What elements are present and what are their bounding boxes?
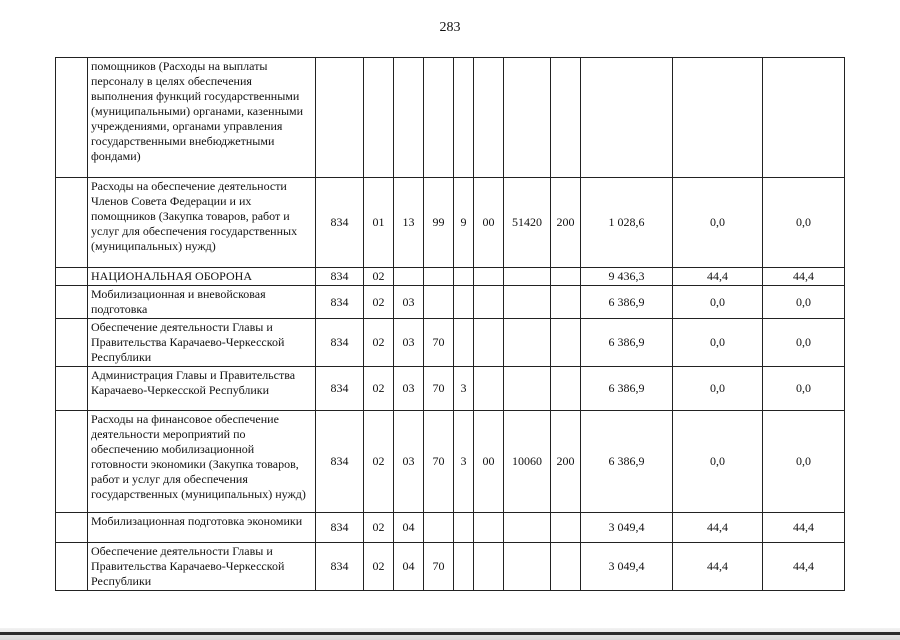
cell-grbs: 834: [316, 367, 364, 411]
row-marker-cell: [56, 178, 88, 268]
row-marker-cell: [56, 367, 88, 411]
cell-csr4: [504, 58, 551, 178]
cell-rz: 02: [364, 411, 394, 513]
cell-csr4: [504, 513, 551, 543]
cell-pr: [394, 268, 424, 286]
cell-csr1: [424, 513, 454, 543]
cell-rz: 01: [364, 178, 394, 268]
cell-csr3: [474, 513, 504, 543]
cell-vr: [551, 319, 581, 367]
cell-sum2: 44,4: [673, 543, 763, 591]
row-marker-cell: [56, 543, 88, 591]
cell-csr3: [474, 543, 504, 591]
cell-pr: 03: [394, 367, 424, 411]
cell-csr4: [504, 319, 551, 367]
cell-csr1: 99: [424, 178, 454, 268]
cell-grbs: 834: [316, 411, 364, 513]
cell-sum3: 44,4: [763, 543, 845, 591]
cell-pr: 03: [394, 411, 424, 513]
cell-rz: 02: [364, 286, 394, 319]
cell-csr3: [474, 367, 504, 411]
cell-grbs: 834: [316, 513, 364, 543]
cell-rz: [364, 58, 394, 178]
row-name: НАЦИОНАЛЬНАЯ ОБОРОНА: [88, 268, 316, 286]
cell-csr3: 00: [474, 411, 504, 513]
table-row: [56, 513, 845, 543]
row-marker-cell: [56, 319, 88, 367]
table-body: [56, 58, 845, 591]
row-name: Мобилизационная и вневойсковая подготовка: [88, 286, 316, 319]
cell-sum3: [763, 58, 845, 178]
cell-vr: [551, 543, 581, 591]
cell-vr: 200: [551, 411, 581, 513]
cell-csr2: 3: [454, 411, 474, 513]
row-name: Мобилизационная подготовка экономики: [88, 513, 316, 543]
cell-csr4: 51420: [504, 178, 551, 268]
cell-csr4: [504, 543, 551, 591]
cell-sum1: 3 049,4: [581, 543, 673, 591]
cell-rz: 02: [364, 513, 394, 543]
cell-csr2: [454, 319, 474, 367]
table-row: [56, 543, 845, 591]
cell-pr: 04: [394, 543, 424, 591]
cell-csr3: [474, 286, 504, 319]
table-row: [56, 178, 845, 268]
cell-pr: 03: [394, 319, 424, 367]
table-row: [56, 268, 845, 286]
cell-csr2: [454, 543, 474, 591]
cell-sum1: 6 386,9: [581, 286, 673, 319]
row-name: Расходы на финансовое обеспечение деятельности мероприятий по обеспечению мобилизационной готовности экономики (Закупка товаров, работ и услуг для обеспечения государственных (муниципальных) нужд): [88, 411, 316, 513]
row-marker-cell: [56, 268, 88, 286]
cell-csr1: [424, 286, 454, 319]
cell-sum1: [581, 58, 673, 178]
row-marker-cell: [56, 58, 88, 178]
cell-pr: [394, 58, 424, 178]
cell-pr: 04: [394, 513, 424, 543]
cell-sum2: 44,4: [673, 513, 763, 543]
table-row: [56, 286, 845, 319]
table-row: [56, 58, 845, 178]
table-row: [56, 319, 845, 367]
cell-grbs: 834: [316, 286, 364, 319]
cell-grbs: 834: [316, 178, 364, 268]
cell-pr: 13: [394, 178, 424, 268]
cell-sum3: 44,4: [763, 268, 845, 286]
budget-table: [55, 57, 845, 591]
cell-sum2: [673, 58, 763, 178]
row-marker-cell: [56, 513, 88, 543]
cell-sum1: 3 049,4: [581, 513, 673, 543]
cell-csr1: 70: [424, 543, 454, 591]
cell-csr3: 00: [474, 178, 504, 268]
cell-csr1: [424, 58, 454, 178]
row-name: Расходы на обеспечение деятельности Членов Совета Федерации и их помощников (Закупка товаров, работ и услуг для обеспечения государственных (муниципальных) нужд): [88, 178, 316, 268]
cell-grbs: 834: [316, 319, 364, 367]
cell-vr: [551, 58, 581, 178]
cell-vr: [551, 513, 581, 543]
cell-vr: [551, 268, 581, 286]
cell-sum3: 44,4: [763, 513, 845, 543]
cell-sum3: 0,0: [763, 178, 845, 268]
cell-csr2: 3: [454, 367, 474, 411]
cell-csr2: 9: [454, 178, 474, 268]
table-row: [56, 411, 845, 513]
cell-sum1: 6 386,9: [581, 367, 673, 411]
cell-csr4: 10060: [504, 411, 551, 513]
cell-csr3: [474, 268, 504, 286]
table-row: [56, 367, 845, 411]
cell-grbs: 834: [316, 268, 364, 286]
cell-sum2: 44,4: [673, 268, 763, 286]
cell-sum3: 0,0: [763, 367, 845, 411]
row-name: Обеспечение деятельности Главы и Правительства Карачаево-Черкесской Республики: [88, 319, 316, 367]
cell-csr2: [454, 58, 474, 178]
cell-sum3: 0,0: [763, 319, 845, 367]
row-marker-cell: [56, 286, 88, 319]
cell-rz: 02: [364, 319, 394, 367]
scan-bottom-line: [0, 632, 900, 635]
cell-vr: [551, 367, 581, 411]
cell-sum1: 9 436,3: [581, 268, 673, 286]
cell-grbs: 834: [316, 543, 364, 591]
cell-vr: [551, 286, 581, 319]
cell-csr4: [504, 367, 551, 411]
cell-csr2: [454, 513, 474, 543]
cell-rz: 02: [364, 367, 394, 411]
cell-csr3: [474, 319, 504, 367]
cell-sum1: 6 386,9: [581, 319, 673, 367]
page-number: 283: [439, 20, 461, 35]
cell-rz: 02: [364, 268, 394, 286]
cell-csr1: 70: [424, 319, 454, 367]
cell-grbs: [316, 58, 364, 178]
cell-sum1: 1 028,6: [581, 178, 673, 268]
cell-sum2: 0,0: [673, 367, 763, 411]
row-marker-cell: [56, 411, 88, 513]
cell-sum2: 0,0: [673, 319, 763, 367]
cell-csr3: [474, 58, 504, 178]
cell-csr1: 70: [424, 411, 454, 513]
cell-csr4: [504, 268, 551, 286]
row-name: Обеспечение деятельности Главы и Правительства Карачаево-Черкесской Республики: [88, 543, 316, 591]
cell-sum3: 0,0: [763, 286, 845, 319]
cell-csr4: [504, 286, 551, 319]
cell-sum2: 0,0: [673, 286, 763, 319]
cell-pr: 03: [394, 286, 424, 319]
cell-csr1: [424, 268, 454, 286]
cell-csr1: 70: [424, 367, 454, 411]
row-name: Администрация Главы и Правительства Карачаево-Черкесской Республики: [88, 367, 316, 411]
cell-sum2: 0,0: [673, 411, 763, 513]
cell-rz: 02: [364, 543, 394, 591]
cell-vr: 200: [551, 178, 581, 268]
row-name: помощников (Расходы на выплаты персоналу в целях обеспечения выполнения функций государственными (муниципальными) органами, казенными учреждениями, органами управления государственными внебюджетными фондами): [88, 58, 316, 178]
cell-sum1: 6 386,9: [581, 411, 673, 513]
cell-csr2: [454, 286, 474, 319]
cell-sum3: 0,0: [763, 411, 845, 513]
cell-sum2: 0,0: [673, 178, 763, 268]
cell-csr2: [454, 268, 474, 286]
